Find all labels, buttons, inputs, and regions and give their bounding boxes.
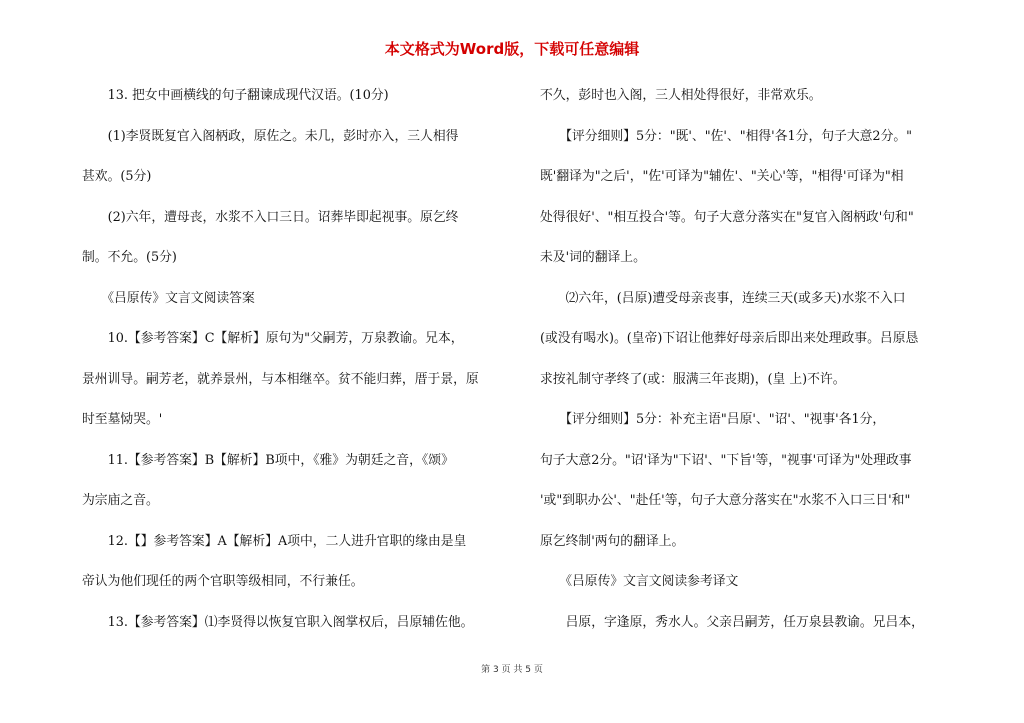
text-line: '或"到职办公'、"赴任'等，句子大意分落实在"水浆不入口三日'和" [540,493,911,508]
text-line: 处得很好'、"相互投合'等。句子大意分落实在"复官入阁柄政'句和" [540,209,914,225]
text-line: ⑵六年，(吕原)遭受母亲丧事，连续三天(或多天)水浆不入口 [540,290,906,306]
text-line: 为宗庙之音。 [82,493,159,508]
text-line: (或没有喝水)。(皇帝)下诏让他葬好母亲后即出来处理政事。吕原恳 [540,331,919,346]
text-line: 求按礼制守孝终了(或：服满三年丧期)，(皇 上)不许。 [540,371,846,387]
text-line: 帝认为他们现任的两个官职等级相同，不行兼任。 [82,574,364,589]
text-line: 11.【参考答案】B【解析】B项中，《雅》为朝廷之音，《颂》 [82,452,454,468]
text-line: 12.【】参考答案】A【解析】A项中，二人进升官职的缘由是皇 [82,533,467,549]
text-line: 景州训导。嗣芳老，就养景州，与本相继卒。贫不能归葬，厝于景，原 [82,371,479,387]
left-column [82,76,522,643]
text-line: 未及'词的翻译上。 [540,250,646,265]
text-line: 【评分细则】5分："既'、"佐'、"相得'各1分，句子大意2分。" [540,128,913,144]
section-heading: 《吕原传》文言文阅读答案 [82,290,255,306]
text-line: 【评分细则】5分：补充主语"吕原'、"诏'、"视事'各1分， [540,412,886,427]
text-line: (2)六年，遭母丧，水浆不入口三日。诏葬毕即起视事。原乞终 [82,209,459,225]
text-line: 原乞终制'两句的翻译上。 [540,533,685,549]
page-banner: 本文格式为Word版，下载可任意编辑 [384,40,640,58]
text-line: 吕原，字逢原，秀水人。父亲吕嗣芳，任万泉县教谕。兄吕本， [540,614,924,630]
text-line: 甚欢。(5分) [82,169,152,184]
text-line: 13. 把女中画横线的句子翻谏成现代汉语。(10分) [82,88,389,103]
text-line: 不久，彭时也入阁，三人相处得很好，非常欢乐。 [540,88,822,103]
text-line: 既'翻译为"之后'，"佐'可译为"辅佐'、"关心'等，"相得'可译为"相 [540,169,904,184]
page-number: 第 3 页 共 5 页 [481,665,543,675]
text-line: 时至墓恸哭。' [82,412,163,427]
text-line: (1)李贤既复官入阁柄政，原佐之。未几，彭时亦入，三人相得 [82,128,459,144]
text-line: 13.【参考答案】⑴李贤得以恢复官职入阁掌权后，吕原辅佐他。 [82,614,474,630]
section-heading: 《吕原传》文言文阅读参考译文 [540,574,739,589]
text-line: 句子大意2分。"诏'译为"下诏'、"下旨'等，"视事'可译为"处理政事 [540,452,912,468]
right-column [540,76,980,643]
text-line: 10.【参考答案】C【解析】原句为"父嗣芳，万泉教谕。兄本， [82,331,464,346]
text-line: 制。不允。(5分) [82,250,177,265]
